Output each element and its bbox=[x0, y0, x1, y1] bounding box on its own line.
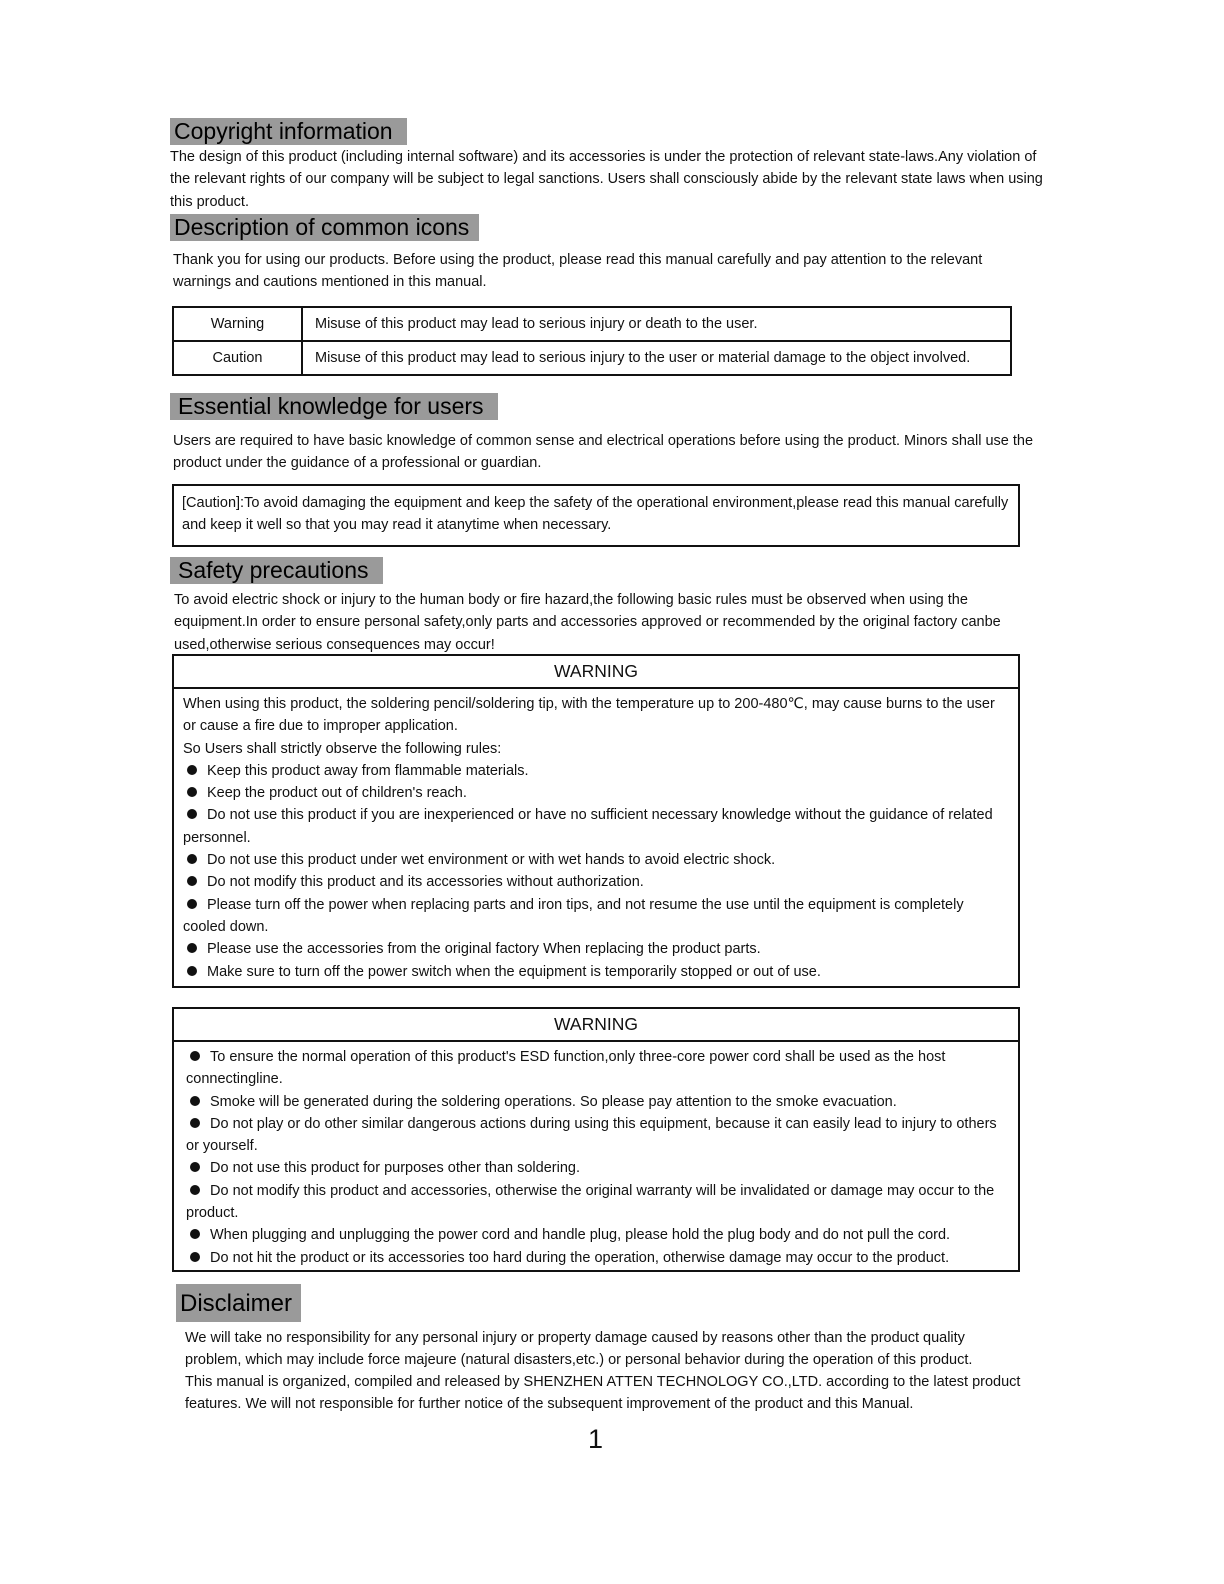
disclaimer-text: This manual is organized, compiled and released by SHENZHEN ATTEN TECHNOLOGY CO.,LTD. according to the latest product features. We will not responsible for further notice of the subsequent improvement of the product and this Manual. bbox=[185, 1374, 1021, 1413]
disclaimer-text: We will take no responsibility for any personal injury or property damage caused by reasons other than the product quality problem, which may include force majeure (natural disasters,etc.) or personal behavior during the operation of this product. bbox=[185, 1330, 973, 1369]
icons-table bbox=[172, 306, 1012, 376]
icons-table-row bbox=[173, 307, 1011, 341]
bullet-icon bbox=[190, 1162, 200, 1172]
list-item: Do not play or do other similar dangerous actions during using this equipment, because it can easily lead to injury to others or yourself. bbox=[186, 1115, 997, 1155]
warning-body bbox=[174, 1042, 1018, 1269]
list-item: Do not hit the product or its accessories too hard during the operation, otherwise damage may occur to the product. bbox=[186, 1247, 1009, 1269]
knowledge-text: Users are required to have basic knowledge of common sense and electrical operations before using the product. Minors shall use the product under the guidance of a professional or guardian. bbox=[173, 433, 1034, 472]
bullet-icon bbox=[187, 943, 197, 953]
list-item: Smoke will be generated during the soldering operations. So please pay attention to the smoke evacuation. bbox=[186, 1091, 1009, 1113]
warning-box-2 bbox=[172, 1007, 1020, 1272]
bullet-icon bbox=[190, 1051, 200, 1061]
copyright-heading: Copyright information bbox=[170, 118, 407, 145]
list-item: Do not modify this product and its accessories without authorization. bbox=[183, 871, 1009, 893]
icons-table-row bbox=[173, 341, 1011, 375]
list-item: Do not use this product for purposes other than soldering. bbox=[186, 1157, 1009, 1179]
list-item: Please use the accessories from the original factory When replacing the product parts. bbox=[183, 938, 1009, 960]
warning-lead: So Users shall strictly observe the following rules: bbox=[183, 740, 502, 757]
copyright-text: The design of this product (including internal software) and its accessories is under the protection of relevant state-laws.Any violation of the relevant rights of our company will be subject to legal sanctions. Users shall consciously abide by the relevant state laws when using this product. bbox=[170, 149, 1043, 210]
icon-description: Misuse of this product may lead to serious injury or death to the user. bbox=[302, 307, 1011, 341]
safety-heading: Safety precautions bbox=[170, 557, 383, 584]
icons-heading: Description of common icons bbox=[170, 214, 479, 241]
knowledge-heading: Essential knowledge for users bbox=[170, 393, 498, 420]
bullet-icon bbox=[187, 899, 197, 909]
safety-intro: To avoid electric shock or injury to the human body or fire hazard,the following basic rules must be observed when using the equipment.In order to ensure personal safety,only parts and accessories approved or recommended by the original factory canbe used,otherwise serious consequences may occur! bbox=[174, 592, 1001, 653]
warning-title: WARNING bbox=[174, 656, 1018, 689]
list-item: Do not modify this product and accessories, otherwise the original warranty will be invalidated or damage may occur to the product. bbox=[186, 1182, 995, 1222]
list-item: Make sure to turn off the power switch when the equipment is temporarily stopped or out of use. bbox=[183, 961, 1009, 983]
list-item: Keep this product away from flammable materials. bbox=[183, 760, 1009, 782]
icons-intro: Thank you for using our products. Before using the product, please read this manual carefully and pay attention to the relevant warnings and cautions mentioned in this manual. bbox=[173, 252, 983, 291]
icon-description: Misuse of this product may lead to serious injury to the user or material damage to the object involved. bbox=[302, 341, 1011, 375]
bullet-icon bbox=[187, 876, 197, 886]
list-item: Please turn off the power when replacing parts and iron tips, and not resume the use until the equipment is completely cooled down. bbox=[183, 896, 964, 935]
caution-box: [Caution]:To avoid damaging the equipment and keep the safety of the operational environment,please read this manual carefully and keep it well so that you may read it atanytime when necessary. bbox=[172, 484, 1020, 547]
list-item: To ensure the normal operation of this product's ESD function,only three-core power cord shall be used as the host connectingline. bbox=[186, 1049, 946, 1088]
bullet-icon bbox=[190, 1252, 200, 1262]
bullet-icon bbox=[187, 787, 197, 797]
disclaimer-heading: Disclaimer bbox=[176, 1284, 301, 1322]
bullet-icon bbox=[187, 966, 197, 976]
bullet-icon bbox=[190, 1118, 200, 1128]
bullet-icon bbox=[190, 1185, 200, 1195]
page-number: 1 bbox=[588, 1424, 604, 1454]
warning-box-1 bbox=[172, 654, 1020, 988]
warning-body bbox=[174, 689, 1018, 983]
bullet-icon bbox=[187, 809, 197, 819]
icon-label-caution: Caution bbox=[173, 341, 302, 375]
warning-lead: When using this product, the soldering pencil/soldering tip, with the temperature up to 200-480℃, may cause burns to the user or cause a fire due to improper application. bbox=[183, 696, 995, 735]
list-item: Do not use this product if you are inexperienced or have no sufficient necessary knowledge without the guidance of related personnel. bbox=[183, 807, 993, 846]
bullet-icon bbox=[187, 854, 197, 864]
bullet-icon bbox=[190, 1096, 200, 1106]
list-item: Do not use this product under wet environment or with wet hands to avoid electric shock. bbox=[183, 849, 1009, 871]
icon-label-warning: Warning bbox=[173, 307, 302, 341]
list-item: Keep the product out of children's reach. bbox=[183, 782, 1009, 804]
bullet-icon bbox=[190, 1229, 200, 1239]
warning-title: WARNING bbox=[174, 1009, 1018, 1042]
bullet-icon bbox=[187, 765, 197, 775]
list-item: When plugging and unplugging the power cord and handle plug, please hold the plug body and do not pull the cord. bbox=[186, 1224, 1009, 1246]
